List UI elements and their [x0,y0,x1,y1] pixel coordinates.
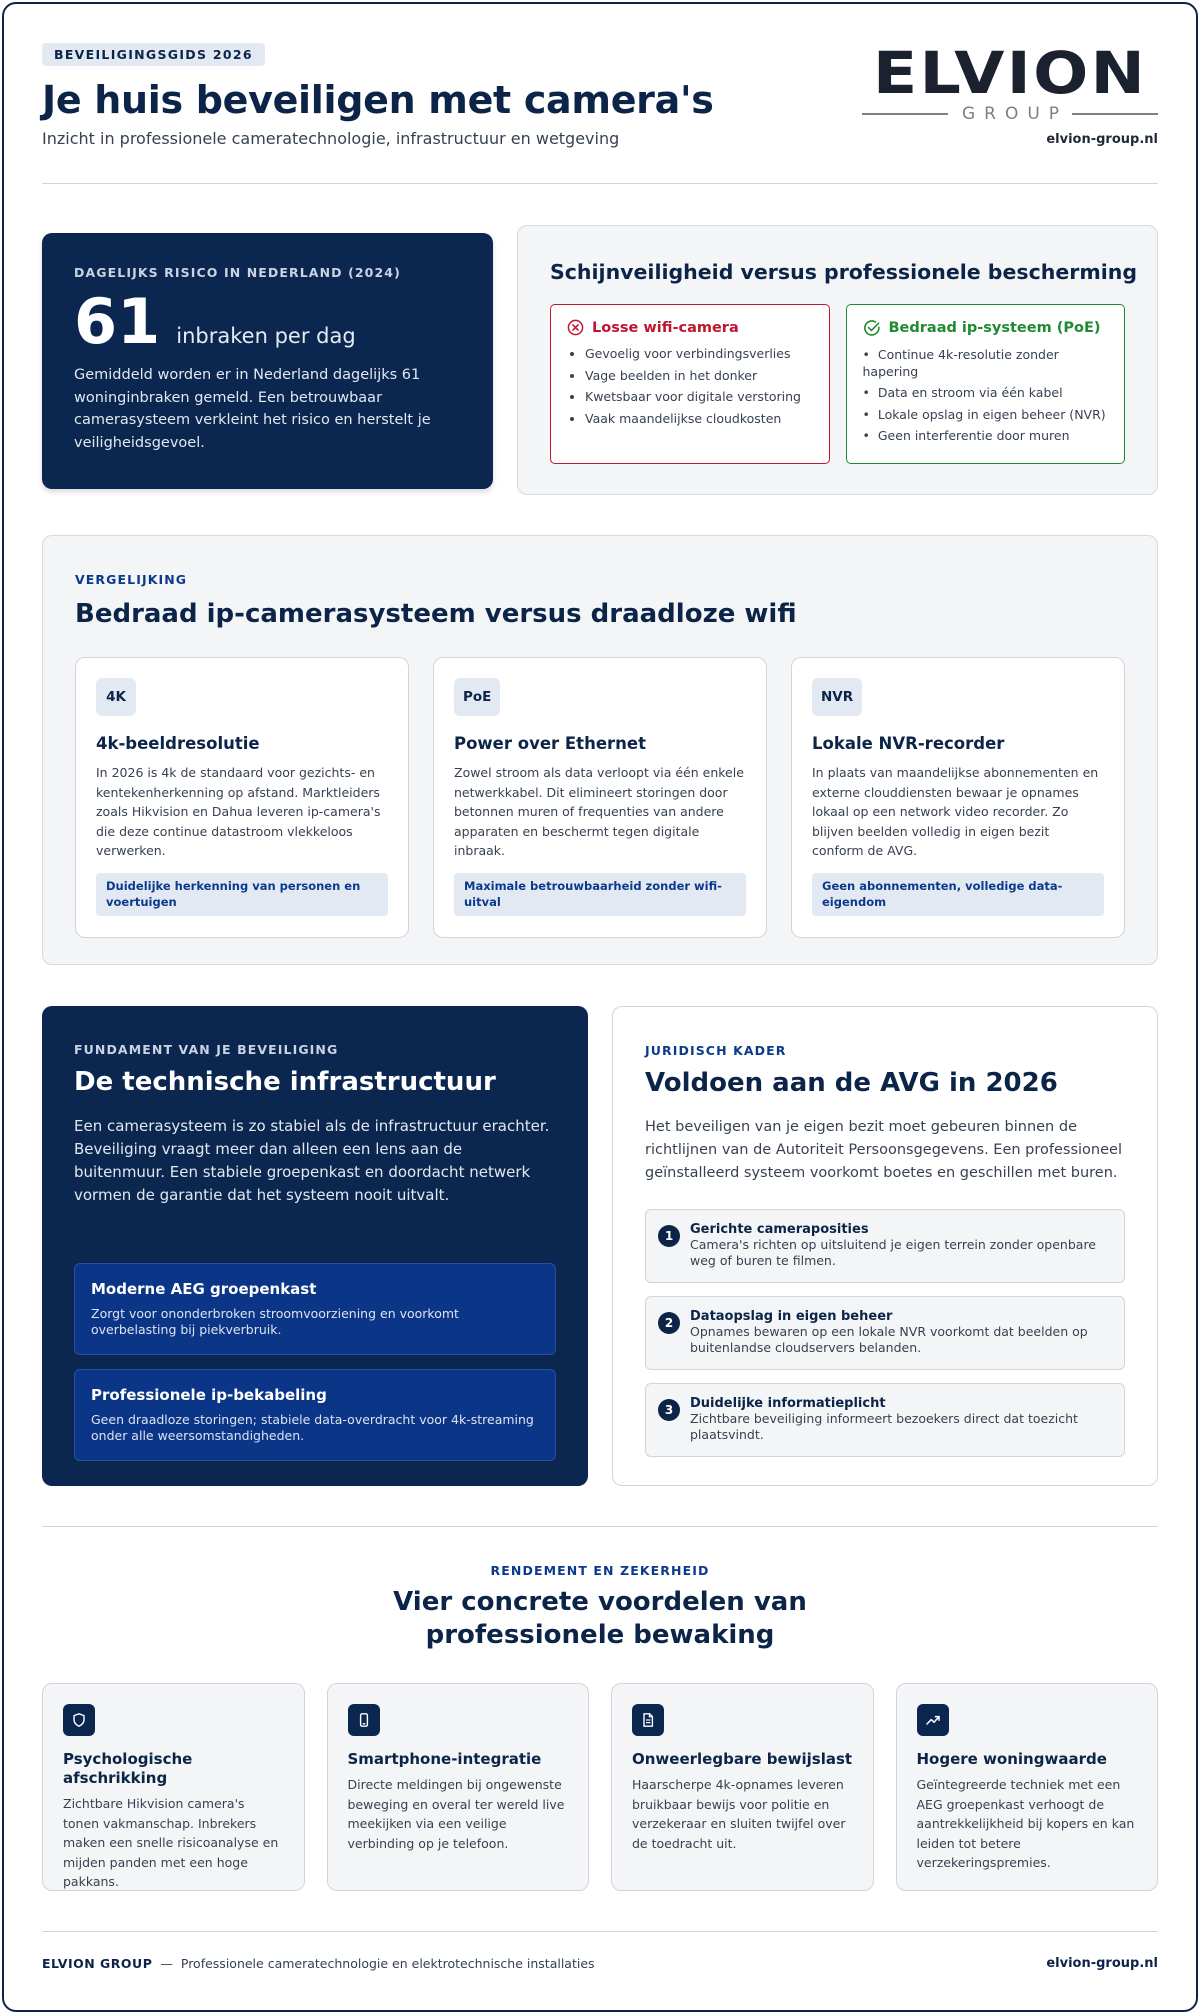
step-number: 3 [658,1399,680,1421]
feature-title: Power over Ethernet [454,734,646,753]
list-item: • Lokale opslag in eigen beheer (NVR) [863,407,1109,424]
feature-tag: 4K [96,678,136,716]
advantage-text: Zichtbare Hikvision camera's tonen vakmanschap. Inbrekers maken een snelle risicoanalyse en mijden panden met een hoge pakkans. [63,1796,279,1889]
feature-title: Lokale NVR-recorder [812,734,1005,753]
comparison-section [42,535,1158,965]
advantages-title: Vier concrete voordelen van professionele bewaking [393,1587,807,1650]
advantage-title: Hogere woningwaarde [916,1750,1107,1768]
trending-up-icon [917,1704,949,1736]
feature-text: In 2026 is 4k de standaard voor gezichts- en kentekenherkenning op afstand. Marktleiders zoals Hikvision en Dahua leveren ip-camera's die deze continue datastroom vlekkeloos verwerken. [96,765,381,858]
infra-item-title: Moderne AEG groepenkast [91,1280,317,1298]
footer-brand: ELVION GROUP [42,1956,153,1971]
check-circle-icon [863,319,881,337]
infra-item-text: Geen draadloze storingen; stabiele data-overdracht voor 4k-streaming onder alle weersomstandigheden. [91,1412,534,1443]
avg-title: Voldoen aan de AVG in 2026 [645,1068,1058,1098]
elvion-logo [862,39,1158,126]
feature-note: Duidelijke herkenning van personen en voertuigen [96,873,388,916]
infra-item-text: Zorgt voor ononderbroken stroomvoorziening en voorkomt overbelasting bij piekverbruik. [91,1306,459,1337]
list-item: • Data en stroom via één kabel [863,385,1109,402]
logo-sub-text: GROUP [961,104,1069,124]
step-title: Gerichte cameraposities [690,1222,869,1237]
advantage-card [896,1683,1159,1891]
wifi-camera-list [567,346,813,427]
comparison-card [517,225,1158,495]
shield-icon [63,1704,95,1736]
header-website-link[interactable]: elvion-group.nl [1046,132,1158,147]
list-item: • Kwetsbaar voor digitale verstoring [585,389,813,406]
risk-card [42,233,493,489]
avg-lead: Het beveiligen van je eigen bezit moet gebeuren binnen de richtlijnen van de Autoriteit Persoonsgegevens. Een professioneel geïnstalleerd systeem voorkomt boetes en geschillen met buren. [645,1119,1122,1181]
feature-text: In plaats van maandelijkse abonnementen en externe clouddiensten bewaar je opnames lokaal op een network video recorder. Zo blijven beelden volledig in eigen bezit conform de AVG. [812,765,1099,858]
feature-tag: NVR [812,678,862,716]
logo-sub [862,104,1158,124]
step-number: 1 [658,1225,680,1247]
page-subtitle: Inzicht in professionele cameratechnologie, infrastructuur en wetgeving [42,129,620,148]
section-divider [42,1526,1158,1527]
advantage-title: Psychologische afschrikking [63,1750,193,1787]
comparison-boxes [550,304,1125,464]
infrastructure-eyebrow: FUNDAMENT VAN JE BEVEILIGING [74,1042,339,1057]
feature-card-poe [433,657,767,938]
advantage-title: Onweerlegbare bewijslast [632,1750,853,1768]
avg-step [645,1296,1125,1370]
footer-left [42,1956,595,1971]
advantage-card [327,1683,590,1891]
advantage-card [42,1683,305,1891]
feature-card-4k [75,657,409,938]
list-item: • Geen interferentie door muren [863,428,1109,445]
advantages-eyebrow: RENDEMENT EN ZEKERHEID [490,1563,710,1578]
list-item: • Gevoelig voor verbindingsverlies [585,346,813,363]
risk-unit: inbraken per dag [176,324,356,348]
comparison-section-title: Bedraad ip-camerasysteem versus draadloze wifi [75,599,797,629]
logo-line-right [1072,113,1158,115]
advantage-text: Geïntegreerde techniek met een AEG groepenkast verhoogt de aantrekkelijkheid bij kopers en kan leiden tot betere verzekeringspremies. [916,1777,1135,1870]
infra-item-title: Professionele ip-bekabeling [91,1386,327,1404]
ip-system-heading [863,319,1109,337]
footer-divider [42,1931,1158,1932]
risk-eyebrow: DAGELIJKS RISICO IN NEDERLAND (2024) [74,265,401,280]
feature-card-nvr [791,657,1125,938]
ip-system-list [863,347,1109,445]
wifi-camera-box [550,304,830,464]
avg-step [645,1383,1125,1457]
feature-title: 4k-beeldresolutie [96,734,260,753]
infra-item-bekabeling [74,1369,556,1461]
guide-badge: BEVEILIGINGSGIDS 2026 [42,43,265,66]
feature-note: Geen abonnementen, volledige data-eigendom [812,873,1104,916]
infrastructure-title: De technische infrastructuur [74,1067,496,1097]
risk-text: Gemiddeld worden er in Nederland dagelijks 61 woninginbraken gemeld. Een betrouwbaar camerasysteem verkleint het risico en herstelt je veiligheidsgevoel. [74,367,431,451]
feature-row [75,657,1125,938]
list-item: • Vage beelden in het donker [585,368,813,385]
document-icon [632,1704,664,1736]
avg-card [612,1006,1158,1486]
step-number: 2 [658,1312,680,1334]
risk-stat [74,285,461,358]
advantage-text: Haarscherpe 4k-opnames leveren bruikbaar bewijs voor politie en verzekeraar en sluiten twijfel over de toedracht uit. [632,1777,846,1851]
step-text: Camera's richten op uitsluitend je eigen terrein zonder openbare weg of buren te filmen. [690,1237,1096,1268]
infrastructure-card [42,1006,588,1486]
avg-eyebrow: JURIDISCH KADER [645,1043,787,1058]
step-title: Dataopslag in eigen beheer [690,1309,893,1324]
advantage-title: Smartphone-integratie [347,1750,542,1768]
wifi-camera-title: Losse wifi-camera [592,319,739,336]
comparison-eyebrow: VERGELIJKING [75,572,188,587]
step-title: Duidelijke informatieplicht [690,1396,886,1411]
infrastructure-lead: Een camerasysteem is zo stabiel als de infrastructuur erachter. Beveiliging vraagt meer dan alleen een lens aan de buitenmuur. Een stabiele groepenkast en doordacht netwerk vormen de garantie dat het systeem nooit uitvalt. [74,1117,550,1204]
ip-system-title: Bedraad ip-systeem (PoE) [888,320,1101,336]
comparison-title: Schijnveiligheid versus professionele bescherming [550,260,1137,284]
wifi-camera-heading [567,319,813,336]
x-circle-icon [567,319,584,336]
ip-system-box [846,304,1126,464]
smartphone-icon [348,1704,380,1736]
infra-item-groepenkast [74,1263,556,1355]
risk-number: 61 [74,285,161,358]
step-text: Zichtbare beveiliging informeert bezoekers direct dat toezicht plaatsvindt. [690,1411,1078,1442]
feature-text: Zowel stroom als data verloopt via één enkele netwerkkabel. Dit elimineert storingen door betonnen muren of frequenties van andere apparaten en beschermt tegen digitale inbraak. [454,765,744,858]
header-divider [42,183,1158,184]
logo-line-left [862,113,948,115]
page-title: Je huis beveiligen met camera's [42,78,714,122]
feature-note: Maximale betrouwbaarheid zonder wifi-uitval [454,873,746,916]
advantages-row [42,1683,1158,1891]
logo-word: ELVION [872,39,1148,107]
feature-tag: PoE [454,678,500,716]
list-item: • Vaak maandelijkse cloudkosten [585,411,813,428]
footer-separator: — [160,1956,173,1971]
footer-tagline: Professionele cameratechnologie en elektrotechnische installaties [180,1956,595,1971]
footer-website-link[interactable]: elvion-group.nl [1046,1956,1158,1971]
avg-step [645,1209,1125,1283]
advantage-card [611,1683,874,1891]
advantage-text: Directe meldingen bij ongewenste beweging en overal ter wereld live meekijken via een veilige verbinding op je telefoon. [347,1777,565,1851]
step-text: Opnames bewaren op een lokale NVR voorkomt dat beelden op buitenlandse cloudservers belanden. [690,1324,1088,1355]
list-item: • Continue 4k-resolutie zonder hapering [863,347,1109,380]
